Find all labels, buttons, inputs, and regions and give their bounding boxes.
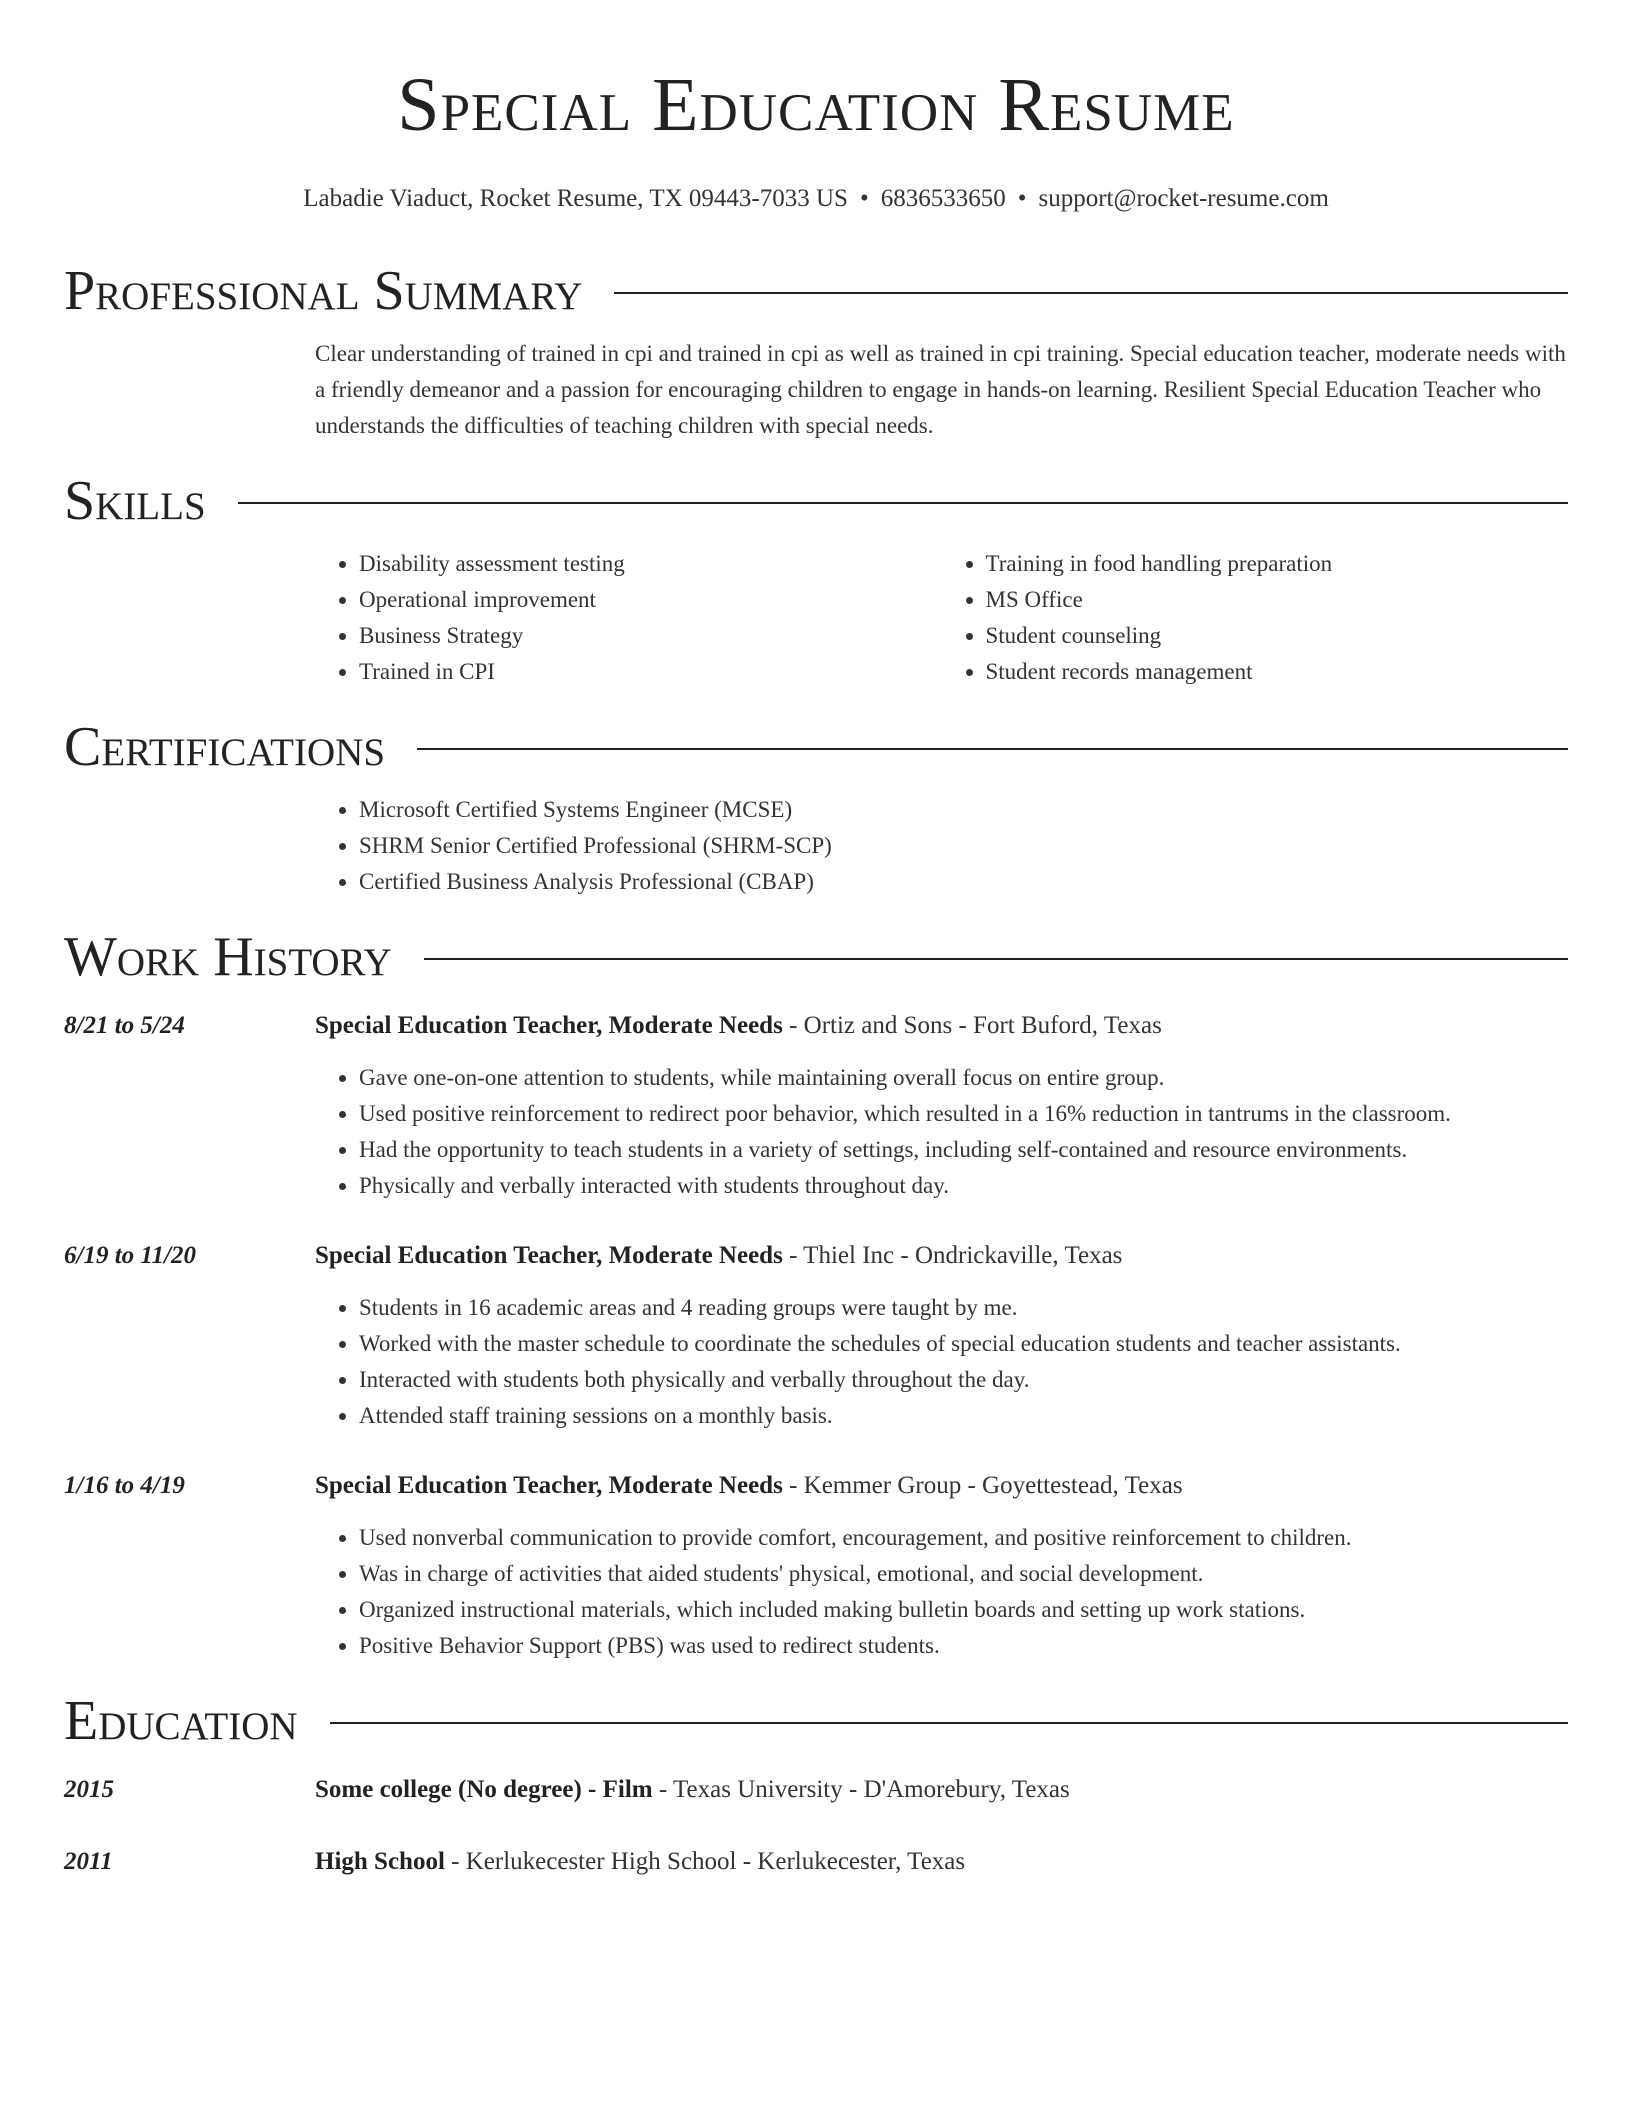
- education-year: 2015: [64, 1776, 114, 1803]
- job-bullets: [315, 1290, 1568, 1434]
- job-title-line: [315, 1008, 1162, 1044]
- job-entry: [64, 1238, 1568, 1434]
- email: support@rocket-resume.com: [1038, 185, 1329, 212]
- job-details: - Ortiz and Sons - Fort Buford, Texas: [782, 1012, 1162, 1039]
- skill-item: • Student counseling: [986, 618, 1569, 654]
- job-title: Special Education Teacher, Moderate Needs: [315, 1242, 783, 1269]
- education-year: 2011: [64, 1848, 113, 1875]
- job-bullet: • Interacted with students both physically and verbally throughout the day.: [359, 1362, 1568, 1398]
- section-divider: [424, 958, 1568, 960]
- job-bullets: [315, 1520, 1568, 1664]
- skill-item: • Business Strategy: [359, 618, 942, 654]
- job-details: - Thiel Inc - Ondrickaville, Texas: [782, 1242, 1123, 1269]
- skills-list-left: [315, 546, 942, 690]
- address: Labadie Viaduct, Rocket Resume, TX 09443-7033 US: [303, 185, 848, 212]
- job-title: Special Education Teacher, Moderate Needs: [315, 1472, 783, 1499]
- skills-body: [64, 546, 1568, 690]
- summary-section: [64, 256, 1568, 444]
- education-entry: [64, 1844, 1568, 1880]
- job-title: Special Education Teacher, Moderate Needs: [315, 1012, 783, 1039]
- certifications-body: [64, 792, 1568, 900]
- separator: •: [859, 185, 869, 212]
- job-bullet: • Physically and verbally interacted with students throughout day.: [359, 1168, 1568, 1204]
- job-bullet: • Worked with the master schedule to coordinate the schedules of special education students and teacher assistants.: [359, 1326, 1568, 1362]
- education-line: [315, 1844, 965, 1880]
- job-title-line: [315, 1468, 1183, 1504]
- contact-line: [64, 184, 1568, 214]
- skill-item: • Disability assessment testing: [359, 546, 942, 582]
- job-bullet: • Positive Behavior Support (PBS) was used to redirect students.: [359, 1628, 1568, 1664]
- separator: •: [1017, 185, 1027, 212]
- certification-item: • SHRM Senior Certified Professional (SHRM-SCP): [359, 828, 1568, 864]
- job-bullet: • Attended staff training sessions on a monthly basis.: [359, 1398, 1568, 1434]
- education-line: [315, 1772, 1070, 1808]
- section-heading: Professional Summary: [64, 260, 583, 322]
- skills-section: [64, 466, 1568, 690]
- job-title-line: [315, 1238, 1122, 1274]
- job-entry: [64, 1468, 1568, 1664]
- section-heading: Education: [64, 1690, 298, 1752]
- job-bullet: • Used positive reinforcement to redirect poor behavior, which resulted in a 16% reduction in tantrums in the classroom.: [359, 1096, 1568, 1132]
- certifications-list: [315, 792, 1568, 900]
- education-entry: [64, 1772, 1568, 1808]
- job-dates: 8/21 to 5/24: [64, 1012, 185, 1039]
- job-bullet: • Gave one-on-one attention to students, while maintaining overall focus on entire group.: [359, 1060, 1568, 1096]
- job-bullet: • Was in charge of activities that aided students' physical, emotional, and social development.: [359, 1556, 1568, 1592]
- section-divider: [330, 1722, 1568, 1724]
- section-divider: [417, 748, 1568, 750]
- job-bullet: • Organized instructional materials, which included making bulletin boards and setting up work stations.: [359, 1592, 1568, 1628]
- section-heading: Certifications: [64, 716, 386, 778]
- section-divider: [238, 502, 1568, 504]
- job-entry: [64, 1008, 1568, 1204]
- certifications-section: [64, 712, 1568, 900]
- job-dates: 1/16 to 4/19: [64, 1472, 185, 1499]
- section-heading: Skills: [64, 470, 206, 532]
- skill-item: • MS Office: [986, 582, 1569, 618]
- phone: 6836533650: [880, 185, 1006, 212]
- section-heading: Work History: [64, 926, 392, 988]
- summary-text: Clear understanding of trained in cpi and trained in cpi as well as trained in cpi training. Special education teacher, moderate needs with a friendly demeanor and a passion for encouraging children to engage in hands-on learning. Resilient Special Education Teacher who understands the difficulties of teaching children with special needs.: [315, 341, 1566, 438]
- work-history-section: [64, 922, 1568, 1664]
- job-bullets: [315, 1060, 1568, 1204]
- skills-list-right: [942, 546, 1569, 690]
- education-degree: High School: [315, 1848, 445, 1875]
- education-details: - Texas University - D'Amorebury, Texas: [652, 1776, 1070, 1803]
- skill-item: • Training in food handling preparation: [986, 546, 1569, 582]
- section-divider: [614, 292, 1568, 294]
- job-details: - Kemmer Group - Goyettestead, Texas: [782, 1472, 1183, 1499]
- skill-item: • Operational improvement: [359, 582, 942, 618]
- certification-item: • Microsoft Certified Systems Engineer (MCSE): [359, 792, 1568, 828]
- education-details: - Kerlukecester High School - Kerlukecester, Texas: [444, 1848, 966, 1875]
- education-degree: Some college (No degree) - Film: [315, 1776, 653, 1803]
- resume-title: Special Education Resume: [397, 63, 1235, 147]
- job-bullet: • Students in 16 academic areas and 4 reading groups were taught by me.: [359, 1290, 1568, 1326]
- summary-body: [64, 336, 1568, 444]
- job-bullet: • Used nonverbal communication to provide comfort, encouragement, and positive reinforcement to children.: [359, 1520, 1568, 1556]
- job-bullet: • Had the opportunity to teach students in a variety of settings, including self-contained and resource environments.: [359, 1132, 1568, 1168]
- education-section: [64, 1686, 1568, 1880]
- job-dates: 6/19 to 11/20: [64, 1242, 196, 1269]
- skill-item: • Trained in CPI: [359, 654, 942, 690]
- resume-page: [64, 0, 1568, 1880]
- certification-item: • Certified Business Analysis Professional (CBAP): [359, 864, 1568, 900]
- skill-item: • Student records management: [986, 654, 1569, 690]
